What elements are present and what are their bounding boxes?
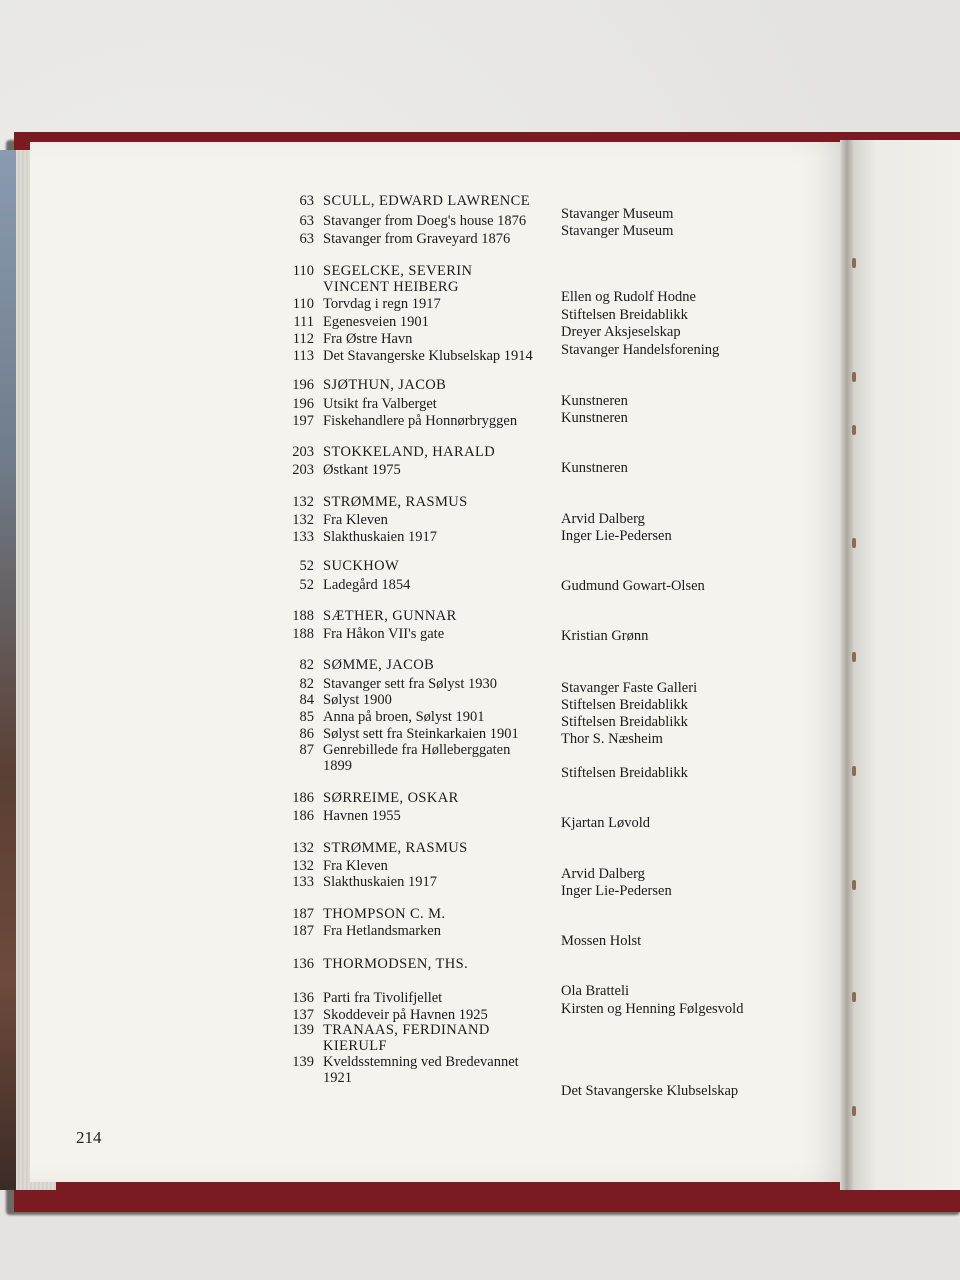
artwork-title: 1921 (323, 1070, 352, 1086)
plate-number: 186 (292, 808, 314, 824)
artwork-title: Stavanger sett fra Sølyst 1930 (323, 676, 497, 692)
plate-number: 82 (299, 676, 314, 692)
artwork-owner: Stiftelsen Breidablikk (561, 697, 688, 713)
artwork-title: Fra Hetlandsmarken (323, 923, 441, 939)
plate-number: 139 (292, 1054, 314, 1070)
artist-plate-number: 188 (292, 608, 314, 624)
artwork-title: Det Stavangerske Klubselskap 1914 (323, 348, 533, 364)
artwork-owner: Gudmund Gowart-Olsen (561, 578, 705, 594)
plate-number: 132 (292, 858, 314, 874)
plate-number: 52 (299, 577, 314, 593)
artwork-title: Slakthuskaien 1917 (323, 874, 437, 890)
artist-plate-number: 139 (292, 1022, 314, 1038)
artwork-owner: Inger Lie-Pedersen (561, 528, 672, 544)
artist-plate-number: 52 (299, 558, 314, 574)
artist-plate-number: 196 (292, 377, 314, 393)
artist-name: STRØMME, RASMUS (323, 840, 468, 856)
artwork-owner: Stiftelsen Breidablikk (561, 714, 688, 730)
artwork-title: Sølyst 1900 (323, 692, 392, 708)
artwork-title: Fra Kleven (323, 512, 388, 528)
artwork-title: Ladegård 1854 (323, 577, 411, 593)
artwork-title: Kveldsstemning ved Bredevannet (323, 1054, 519, 1070)
artist-name: SJØTHUN, JACOB (323, 377, 447, 393)
plate-number: 197 (292, 413, 314, 429)
artwork-owner: Ola Bratteli (561, 983, 630, 999)
artist-plate-number: 132 (292, 494, 314, 510)
artwork-owner: Kunstneren (561, 460, 628, 476)
artwork-title: Stavanger from Graveyard 1876 (323, 231, 511, 247)
artist-plate-number: 136 (292, 956, 314, 972)
artist-name: SCULL, EDWARD LAWRENCE (323, 193, 530, 209)
artwork-title: Slakthuskaien 1917 (323, 529, 437, 545)
artist-name: SÆTHER, GUNNAR (323, 608, 457, 624)
artist-name: SEGELCKE, SEVERIN (323, 263, 473, 279)
artwork-title: Torvdag i regn 1917 (323, 296, 441, 312)
plate-number: 133 (292, 529, 314, 545)
artist-name: VINCENT HEIBERG (323, 279, 459, 295)
artist-plate-number: 110 (292, 263, 314, 279)
plate-number: 203 (292, 462, 314, 478)
plate-number: 85 (299, 709, 314, 725)
artwork-title: Fiskehandlere på Honnørbryggen (323, 413, 518, 429)
artwork-owner: Det Stavangerske Klubselskap (561, 1083, 739, 1099)
artwork-title: Sølyst sett fra Steinkarkaien 1901 (323, 726, 519, 742)
artwork-owner: Stiftelsen Breidablikk (561, 307, 688, 323)
plate-number: 87 (299, 742, 314, 758)
artist-plate-number: 132 (292, 840, 314, 856)
artwork-owner: Inger Lie-Pedersen (561, 883, 672, 899)
artwork-owner: Kjartan Løvold (561, 815, 650, 831)
plate-number: 133 (292, 874, 314, 890)
artwork-owner: Kunstneren (561, 410, 628, 426)
artist-name: SØRREIME, OSKAR (323, 790, 459, 806)
artwork-title: Fra Østre Havn (323, 331, 413, 347)
artwork-owner: Arvid Dalberg (561, 511, 645, 527)
artist-name: THOMPSON C. M. (323, 906, 446, 922)
artist-name: STRØMME, RASMUS (323, 494, 468, 510)
artwork-title: Havnen 1955 (323, 808, 401, 824)
plate-number: 112 (292, 331, 314, 347)
artist-name: SØMME, JACOB (323, 657, 435, 673)
artist-plate-number: 186 (292, 790, 314, 806)
artwork-title: Skoddeveir på Havnen 1925 (323, 1007, 488, 1023)
artwork-owner: Stavanger Faste Galleri (561, 680, 698, 696)
artwork-title: Anna på broen, Sølyst 1901 (323, 709, 485, 725)
artwork-owner: Kirsten og Henning Følgesvold (561, 1001, 744, 1017)
artwork-owner: Stavanger Museum (561, 206, 674, 222)
plate-number: 188 (292, 626, 314, 642)
artist-name: STOKKELAND, HARALD (323, 444, 496, 460)
artwork-title: Fra Kleven (323, 858, 388, 874)
artwork-owner: Stavanger Museum (561, 223, 674, 239)
plate-number: 86 (299, 726, 314, 742)
page-number: 214 (76, 1128, 102, 1147)
artwork-owner: Kunstneren (561, 393, 628, 409)
artwork-title: Utsikt fra Valberget (323, 396, 437, 412)
plate-number: 137 (292, 1007, 314, 1023)
artwork-title: Fra Håkon VII's gate (323, 626, 445, 642)
plate-number: 196 (292, 396, 314, 412)
artist-name: TRANAAS, FERDINAND (323, 1022, 490, 1038)
artist-name: KIERULF (323, 1038, 388, 1054)
plate-number: 63 (299, 231, 314, 247)
artist-plate-number: 63 (299, 193, 314, 209)
artist-name: THORMODSEN, THS. (323, 956, 469, 972)
artwork-owner: Kristian Grønn (561, 628, 649, 644)
artwork-owner: Stiftelsen Breidablikk (561, 765, 688, 781)
artist-plate-number: 82 (299, 657, 314, 673)
artwork-title: Egenesveien 1901 (323, 314, 429, 330)
plate-number: 132 (292, 512, 314, 528)
artwork-owner: Dreyer Aksjeselskap (561, 324, 681, 340)
artwork-owner: Arvid Dalberg (561, 866, 645, 882)
artwork-title: Stavanger from Doeg's house 1876 (323, 213, 527, 229)
artwork-title: Genrebillede fra Hølleberggaten (323, 742, 511, 758)
artist-name: SUCKHOW (323, 558, 400, 574)
artist-plate-number: 203 (292, 444, 314, 460)
plate-number: 187 (292, 923, 314, 939)
artwork-title: Parti fra Tivolifjellet (323, 990, 443, 1006)
artwork-title: 1899 (323, 758, 352, 774)
artist-plate-number: 187 (292, 906, 314, 922)
artwork-owner: Ellen og Rudolf Hodne (561, 289, 696, 305)
plate-number: 113 (292, 348, 314, 364)
artwork-owner: Stavanger Handelsforening (561, 342, 720, 358)
artwork-owner: Thor S. Næsheim (561, 731, 663, 747)
plate-number: 111 (293, 314, 314, 330)
plate-number: 110 (292, 296, 314, 312)
artwork-title: Østkant 1975 (323, 462, 401, 478)
plate-number: 136 (292, 990, 314, 1006)
plate-number: 63 (299, 213, 314, 229)
artwork-owner: Mossen Holst (561, 933, 642, 949)
plate-number: 84 (299, 692, 314, 708)
